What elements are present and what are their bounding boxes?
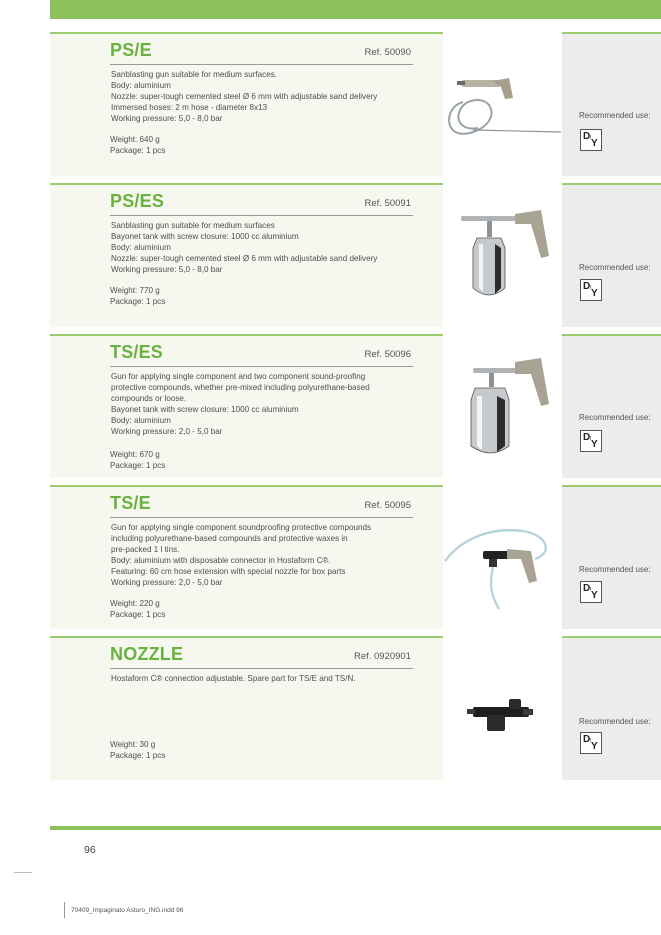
diy-letter-d: D — [583, 281, 591, 292]
image-area — [443, 636, 561, 780]
description-line: Featuring: 60 cm hose extension with special nozzle for box parts — [111, 567, 346, 577]
description-line: Gun for applying single component and two component sound-proofing — [111, 372, 366, 381]
image-area — [443, 183, 561, 327]
weight-text: Weight: 220 g — [110, 599, 160, 608]
recommended-label: Recommended use: — [579, 111, 651, 120]
diy-icon — [580, 732, 602, 754]
description-line: Body: aluminium — [111, 243, 171, 253]
product-description — [111, 371, 421, 438]
description-line: Gun for applying single component soundproofing protective compounds — [111, 523, 372, 532]
diy-letter-y: Y — [591, 288, 598, 299]
recommended-panel — [562, 334, 661, 478]
bottom-color-band — [50, 826, 661, 830]
recommended-panel — [562, 183, 661, 327]
product-description — [111, 69, 421, 124]
product-ref: Ref. 0920901 — [353, 651, 411, 662]
package-text: Package: 1 pcs — [110, 297, 166, 307]
description-line: Working pressure: 5,0 - 8,0 bar — [111, 265, 223, 275]
description-line: Body: aluminium — [111, 81, 171, 91]
product-title: PS/E — [110, 40, 152, 60]
description-line: Bayonet tank with screw closure: 1000 cc aluminium — [111, 405, 299, 415]
product-ps-es — [50, 183, 661, 327]
description-line: Nozzle: super-tough cemented steel Ø 6 mm with adjustable sand delivery — [111, 254, 378, 264]
weight-text: Weight: 30 g — [110, 740, 156, 749]
description-line: Sanblasting gun suitable for medium surfaces — [111, 221, 275, 230]
product-card — [50, 334, 443, 478]
diy-letter-i: I — [590, 436, 592, 442]
package-text: Package: 1 pcs — [110, 610, 166, 620]
product-title: TS/ES — [110, 342, 164, 362]
description-line: Bayonet tank with screw closure: 1000 cc aluminium — [111, 232, 299, 242]
product-ref: Ref. 50091 — [364, 198, 411, 209]
sandblast-gun-hose-image — [443, 72, 561, 152]
product-meta — [110, 285, 165, 307]
image-area — [443, 485, 561, 629]
recommended-label: Recommended use: — [579, 717, 651, 726]
product-card — [50, 485, 443, 629]
description-line: Body: aluminium with disposable connector in Hostaform C®. — [111, 556, 331, 566]
diy-letter-i: I — [590, 587, 592, 593]
product-meta — [110, 449, 165, 471]
product-ref: Ref. 50095 — [364, 500, 411, 511]
product-meta — [110, 598, 165, 620]
weight-text: Weight: 670 g — [110, 450, 160, 459]
diy-icon — [580, 581, 602, 603]
product-ps-e — [50, 32, 661, 176]
title-rule — [110, 64, 413, 65]
sandblast-gun-tank-image — [443, 208, 561, 308]
image-area — [443, 334, 561, 478]
description-line: protective compounds, whether pre-mixed including polyurethane-based — [111, 383, 370, 393]
diy-letter-i: I — [590, 738, 592, 744]
recommended-panel — [562, 32, 661, 176]
diy-letter-d: D — [583, 131, 591, 142]
recommended-label: Recommended use: — [579, 413, 651, 422]
title-rule — [110, 668, 413, 669]
product-card — [50, 32, 443, 176]
product-title: PS/ES — [110, 191, 165, 211]
product-ts-e — [50, 485, 661, 629]
description-line: Sanblasting gun suitable for medium surfaces. — [111, 70, 278, 79]
slug-divider — [64, 902, 65, 918]
recommended-panel — [562, 485, 661, 629]
description-line: Working pressure: 2,0 - 5,0 bar — [111, 427, 223, 437]
description-line: including polyurethane-based compounds and protective waxes in — [111, 534, 348, 544]
product-card — [50, 636, 443, 780]
crop-mark — [14, 872, 32, 873]
compound-gun-hose-extension-image — [443, 525, 561, 625]
description-line: Nozzle: super-tough cemented steel Ø 6 mm with adjustable sand delivery — [111, 92, 378, 102]
description-line: Immersed hoses: 2 m hose - diameter 8x13 — [111, 103, 268, 113]
diy-letter-y: Y — [591, 138, 598, 149]
description-line: compounds or loose. — [111, 394, 187, 404]
weight-text: Weight: 640 g — [110, 135, 160, 144]
product-meta — [110, 739, 165, 761]
image-area — [443, 32, 561, 176]
weight-text: Weight: 770 g — [110, 286, 160, 295]
product-description — [111, 220, 421, 275]
product-card — [50, 183, 443, 327]
product-title: NOZZLE — [110, 644, 184, 664]
title-rule — [110, 366, 413, 367]
recommended-label: Recommended use: — [579, 565, 651, 574]
product-meta — [110, 134, 165, 156]
product-title: TS/E — [110, 493, 151, 513]
product-description — [111, 522, 421, 589]
recommended-label: Recommended use: — [579, 263, 651, 272]
product-ref: Ref. 50090 — [364, 47, 411, 58]
title-rule — [110, 517, 413, 518]
description-line: Working pressure: 5,0 - 8,0 bar — [111, 114, 223, 124]
diy-letter-d: D — [583, 583, 591, 594]
diy-letter-d: D — [583, 734, 591, 745]
package-text: Package: 1 pcs — [110, 146, 166, 156]
title-rule — [110, 215, 413, 216]
diy-icon — [580, 279, 602, 301]
diy-letter-d: D — [583, 432, 591, 443]
description-line: Body: aluminium — [111, 416, 171, 426]
top-color-band — [50, 0, 661, 19]
diy-letter-y: Y — [591, 439, 598, 450]
page-number: 96 — [84, 844, 96, 856]
diy-letter-y: Y — [591, 741, 598, 752]
diy-icon — [580, 430, 602, 452]
product-nozzle — [50, 636, 661, 780]
protective-compound-gun-tank-image — [443, 352, 561, 462]
package-text: Package: 1 pcs — [110, 461, 166, 471]
diy-letter-i: I — [590, 135, 592, 141]
print-slug: 70409_Impaginato Asturo_ING.indd 96 — [71, 907, 184, 914]
diy-letter-y: Y — [591, 590, 598, 601]
product-description — [111, 673, 421, 684]
nozzle-part-image — [443, 691, 561, 751]
description-line: Hostaform C® connection adjustable. Spare part for TS/E and TS/N. — [111, 674, 356, 683]
product-ref: Ref. 50096 — [364, 349, 411, 360]
diy-letter-i: I — [590, 285, 592, 291]
product-ts-es — [50, 334, 661, 478]
recommended-panel — [562, 636, 661, 780]
description-line: Working pressure: 2,0 - 5,0 bar — [111, 578, 223, 588]
description-line: pre-packed 1 l tins. — [111, 545, 180, 555]
package-text: Package: 1 pcs — [110, 751, 166, 761]
diy-icon — [580, 129, 602, 151]
